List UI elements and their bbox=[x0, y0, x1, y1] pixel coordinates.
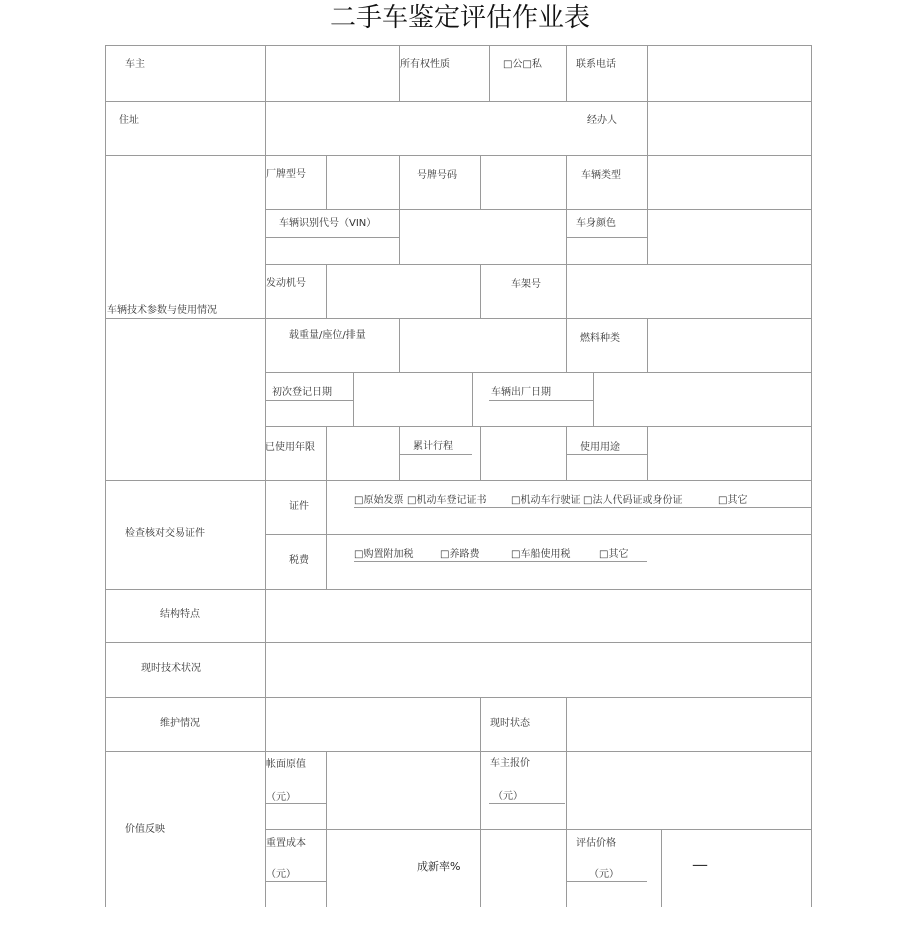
column-divider bbox=[472, 372, 473, 426]
row-divider bbox=[105, 751, 812, 752]
assessed-price-unit: （元） bbox=[589, 869, 619, 880]
column-divider bbox=[480, 264, 481, 318]
certificate-option-other[interactable]: □其它 bbox=[718, 495, 748, 506]
row-divider bbox=[265, 426, 812, 427]
documents-section-label: 检查核对交易证件 bbox=[125, 528, 205, 539]
fuel-type-label: 燃料种类 bbox=[580, 333, 620, 344]
column-divider bbox=[480, 426, 481, 480]
column-divider bbox=[647, 209, 648, 264]
certificate-option-registration[interactable]: □机动车登记证书 bbox=[407, 495, 487, 506]
cell-divider bbox=[489, 803, 565, 804]
column-divider bbox=[647, 426, 648, 480]
column-divider bbox=[593, 372, 594, 426]
certificate-option-id[interactable]: □法人代码证或身份证 bbox=[583, 495, 683, 506]
replacement-cost-label: 重置成本 bbox=[266, 838, 306, 849]
cell-divider bbox=[566, 454, 647, 455]
row-divider bbox=[265, 829, 812, 830]
address-label: 住址 bbox=[119, 115, 139, 126]
column-divider bbox=[647, 318, 648, 372]
column-divider bbox=[566, 155, 567, 209]
certificates-label: 证件 bbox=[289, 501, 309, 512]
column-divider bbox=[326, 480, 327, 589]
vehicle-type-label: 车辆类型 bbox=[581, 170, 621, 181]
value-section-label: 价值反映 bbox=[125, 824, 165, 835]
column-divider bbox=[353, 372, 354, 426]
cell-divider bbox=[354, 561, 647, 562]
cell-divider bbox=[400, 454, 472, 455]
engine-number-label: 发动机号 bbox=[266, 278, 306, 289]
cell-divider bbox=[265, 400, 353, 401]
column-divider bbox=[326, 751, 327, 907]
column-divider bbox=[326, 264, 327, 318]
book-value-label: 帐面原值 bbox=[266, 759, 306, 770]
book-value-unit: （元） bbox=[266, 792, 296, 803]
column-divider bbox=[489, 45, 490, 101]
column-divider bbox=[566, 697, 567, 751]
taxes-label: 税费 bbox=[289, 555, 309, 566]
brand-model-label: 厂牌型号 bbox=[266, 169, 306, 180]
row-divider bbox=[105, 480, 812, 481]
row-divider bbox=[105, 318, 812, 319]
table-right-border bbox=[811, 45, 812, 907]
column-divider bbox=[480, 697, 481, 751]
load-seat-displacement-label: 载重量/座位/排量 bbox=[289, 330, 366, 341]
frame-number-label: 车架号 bbox=[511, 279, 541, 290]
column-divider bbox=[399, 155, 400, 209]
column-divider bbox=[661, 829, 662, 907]
years-used-label: 已使用年限 bbox=[265, 442, 315, 453]
factory-date-label: 车辆出厂日期 bbox=[491, 387, 551, 398]
vehicle-section-label: 车辆技术参数与使用情况 bbox=[107, 305, 217, 316]
column-divider bbox=[480, 751, 481, 907]
row-divider bbox=[265, 534, 812, 535]
column-divider bbox=[326, 155, 327, 209]
cell-divider bbox=[489, 400, 593, 401]
tax-option-other[interactable]: □其它 bbox=[599, 549, 629, 560]
cell-divider bbox=[265, 881, 326, 882]
row-divider bbox=[105, 642, 812, 643]
row-divider bbox=[105, 589, 812, 590]
owner-label: 车主 bbox=[125, 59, 145, 70]
column-divider bbox=[566, 209, 567, 264]
row-divider bbox=[265, 209, 812, 210]
row-divider bbox=[105, 101, 812, 102]
column-divider bbox=[566, 751, 567, 907]
certificate-option-invoice[interactable]: □原始发票 bbox=[354, 495, 404, 506]
table-left-border bbox=[105, 45, 106, 907]
phone-label: 联系电话 bbox=[576, 59, 616, 70]
newness-rate-label: 成新率% bbox=[417, 860, 461, 873]
tech-status-label: 现时技术状况 bbox=[141, 663, 201, 674]
cell-divider bbox=[354, 507, 812, 508]
replacement-cost-unit: （元） bbox=[266, 869, 296, 880]
column-divider bbox=[566, 264, 567, 318]
row-divider bbox=[265, 372, 812, 373]
certificate-option-driving-license[interactable]: □机动车行驶证 bbox=[511, 495, 581, 506]
cell-divider bbox=[566, 881, 647, 882]
assessed-price-label: 评估价格 bbox=[576, 838, 616, 849]
mileage-label: 累计行程 bbox=[413, 441, 453, 452]
ownership-label: 所有权性质 bbox=[400, 59, 450, 70]
column-divider bbox=[566, 318, 567, 372]
column-divider bbox=[399, 318, 400, 372]
row-divider bbox=[105, 155, 812, 156]
first-registration-label: 初次登记日期 bbox=[272, 387, 332, 398]
cell-divider bbox=[566, 237, 647, 238]
usage-label: 使用用途 bbox=[580, 442, 620, 453]
row-divider bbox=[105, 697, 812, 698]
table-top-border bbox=[105, 45, 812, 46]
column-divider bbox=[399, 45, 400, 101]
page-title: 二手车鉴定评估作业表 bbox=[329, 3, 590, 33]
tax-option-vessel[interactable]: □车船使用税 bbox=[511, 549, 571, 560]
agent-label: 经办人 bbox=[587, 115, 617, 126]
plate-number-label: 号牌号码 bbox=[417, 170, 457, 181]
structure-label: 结构特点 bbox=[160, 609, 200, 620]
column-divider bbox=[480, 155, 481, 209]
column-divider bbox=[566, 45, 567, 101]
owner-quote-unit: （元） bbox=[493, 791, 523, 802]
body-color-label: 车身颜色 bbox=[576, 218, 616, 229]
column-divider bbox=[399, 426, 400, 480]
column-divider bbox=[647, 45, 648, 101]
column-divider bbox=[647, 101, 648, 155]
column-divider bbox=[566, 426, 567, 480]
maintenance-label: 维护情况 bbox=[160, 718, 200, 729]
tax-option-purchase[interactable]: □购置附加税 bbox=[354, 549, 414, 560]
ownership-options[interactable]: □公□私 bbox=[503, 59, 542, 70]
assessed-value: — bbox=[692, 855, 708, 874]
tax-option-road[interactable]: □养路费 bbox=[440, 549, 480, 560]
column-divider bbox=[326, 426, 327, 480]
current-status-label: 现时状态 bbox=[490, 718, 530, 729]
vin-label: 车辆识别代号（VIN） bbox=[279, 218, 377, 229]
owner-quote-label: 车主报价 bbox=[490, 758, 530, 769]
column-divider bbox=[647, 155, 648, 209]
row-divider bbox=[265, 264, 812, 265]
column-divider bbox=[399, 209, 400, 264]
cell-divider bbox=[265, 237, 399, 238]
